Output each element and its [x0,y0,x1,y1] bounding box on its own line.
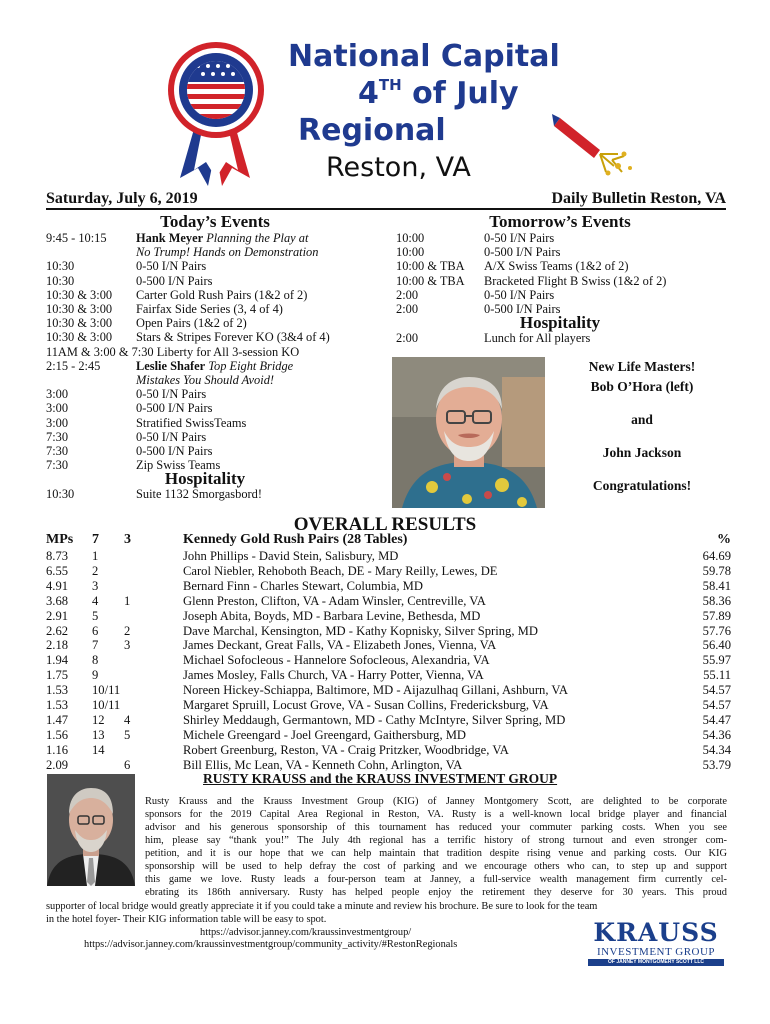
sponsor-url-2[interactable]: https://advisor.janney.com/kraussinvestmentgroup/community_activity/#RestonRegionals [84,939,458,950]
life-master-name-2: John Jackson [602,445,682,460]
logo-word: KRAUSS [593,918,719,947]
title-line-2: 4TH of July [358,76,519,111]
today-event-row [46,444,391,458]
rank-7-cell: 4 [92,593,99,608]
event-text: 0-500 I/N Pairs [136,401,213,416]
event-text: Carter Gold Rush Pairs (1&2 of 2) [136,287,308,302]
event-text: 0-500 I/N Pairs [136,273,213,288]
event-text: Bracketed Flight B Swiss (1&2 of 2) [484,273,667,288]
rank-3-cell: 6 [124,757,131,772]
today-event-row [46,330,391,344]
sponsor-line: Rusty Krauss and the Krauss Investment Group (KIG) of Janney Montgomery Scott, are delighted to be corporate [145,796,727,807]
pct-cell: 55.97 [702,653,731,668]
event-text: 0-50 I/N Pairs [136,259,207,274]
sponsor-line: this game we love. Rusty leads a four-person team at Janney, a full-service wealth management firm currently cel- [145,874,727,885]
event-time: 10:30 [46,259,75,274]
rank-7-cell: 1 [92,549,99,563]
bulletin-date: Saturday, July 6, 2019 [46,190,198,207]
tomorrow-event-row [396,245,726,259]
event-text: 11AM & 3:00 & 7:30 Liberty for All 3-session KO [46,344,300,359]
pct-cell: 56.40 [702,638,731,653]
event-text: Open Pairs (1&2 of 2) [136,316,247,331]
event-text: Stars & Stripes Forever KO (3&4 of 4) [136,330,330,345]
tomorrow-event-row [396,274,726,288]
bulletin-name: Daily Bulletin Reston, VA [551,190,726,207]
event-text: Fairfax Side Series (3, 4 of 4) [136,302,283,317]
col-7: 7 [92,532,99,547]
event-text: Stratified SwissTeams [136,415,247,430]
table-row [46,564,731,579]
today-hospitality-row: 10:30 Suite 1132 Smorgasbord! [46,487,262,501]
event-text: 0-50 I/N Pairs [136,387,207,402]
rank-3-cell: 1 [124,593,131,608]
speaker-name: Leslie Shafer [136,358,206,373]
sponsor-line: sponsorship will be used to help defray the cost of parking and we encourage others who can, to step up and support [145,861,727,872]
rank-3-cell: 4 [124,712,131,727]
sponsor-paragraph [145,795,727,899]
sponsor-line: advisor and his generous sponsorship of this tournament has reduced your commuter parking costs. When you see [145,822,727,833]
event-time: 10:30 & 3:00 [46,316,113,331]
event-time: 7:30 [46,458,69,473]
col-pct: % [717,532,731,547]
mp-cell: 1.47 [46,712,69,727]
event-time: 2:15 - 2:45 [46,358,101,373]
event-time: 10:00 [396,231,425,245]
event-text: 0-500 I/N Pairs [136,444,213,459]
rosette-badge [150,38,280,188]
rank-7-cell: 7 [92,638,99,653]
event-title: Kennedy Gold Rush Pairs (28 Tables) [183,532,408,547]
sponsor-heading: RUSTY KRAUSS and the KRAUSS INVESTMENT GROUP [203,771,558,786]
event-time: 9:45 - 10:15 [46,231,107,245]
pair-names-cell: Dave Marchal, Kensington, MD - Kathy Kopnisky, Silver Spring, MD [183,623,538,638]
event-time: 3:00 [46,415,69,430]
today-event-row [46,274,391,288]
event-time: 3:00 [46,401,69,416]
firework-rocket-icon [552,110,642,180]
talk-title: No Trump! Hands on Demonstration [136,245,319,260]
results-header-row [46,533,731,548]
today-event-row [46,387,391,401]
mp-cell: 1.53 [46,698,69,713]
event-time: 10:30 & 3:00 [46,287,113,302]
event-time: 10:30 & 3:00 [46,330,113,345]
results-heading: OVERALL RESULTS [293,514,477,535]
table-row [46,653,731,668]
rank-7-cell: 12 [92,712,105,727]
mp-cell: 2.91 [46,608,69,623]
event-text: 0-50 I/N Pairs [136,429,207,444]
today-hospitality-heading: Hospitality [164,469,246,488]
pct-cell: 54.57 [702,683,731,698]
table-row [46,594,731,609]
today-event-row [46,316,391,330]
sponsor-line: in the hotel foyer- Their KIG information table will be easy to spot. [46,914,327,925]
life-master-name-1: Bob O’Hora (left) [590,379,694,394]
today-events-list [46,231,391,472]
results-table [46,549,731,773]
table-row [46,683,731,698]
sponsor-photo [47,774,135,886]
rank-7-cell: 2 [92,563,99,578]
location: Reston, VA [326,152,471,183]
event-time: 10:00 & TBA [396,273,465,288]
today-event-row [46,430,391,444]
event-time: 10:00 [396,245,425,260]
rank-3-cell: 2 [124,623,131,638]
table-row [46,668,731,683]
pair-names-cell: Robert Greenburg, Reston, VA - Craig Pritzker, Woodbridge, VA [183,742,509,757]
event-text: Zip Swiss Teams [136,458,221,473]
pct-cell: 55.11 [703,668,731,683]
life-masters-note [560,358,724,494]
pct-cell: 54.36 [702,727,731,742]
rank-7-cell: 10/11 [92,683,121,698]
rank-7-cell: 14 [92,742,105,757]
today-event-row [46,245,391,259]
pct-cell: 53.79 [702,757,731,772]
event-time: 2:00 [396,287,419,302]
table-row [46,743,731,758]
rank-7-cell: 9 [92,668,99,683]
mp-cell: 1.94 [46,653,69,668]
sponsor-line: ebrating its 186th anniversary. Rusty has helped people enjoy the retirement they deserve for 30 years. This proud [145,887,727,898]
pair-names-cell: Margaret Spruill, Locust Grove, VA - Susan Collins, Fredericksburg, VA [183,698,549,713]
table-row [46,638,731,653]
pct-cell: 58.41 [702,578,731,593]
pct-cell: 54.57 [702,698,731,713]
sponsor-line: supporter of local bridge would greatly appreciate it if you could take a minute and review his brochure. Be sure to look for the team [46,901,598,912]
pair-names-cell: Glenn Preston, Clifton, VA - Adam Winsler, Centreville, VA [183,593,486,608]
logo-tag: OF JANNEY MONTGOMERY SCOTT LLC [588,959,724,966]
talk-title: Planning the Play at [203,231,309,245]
today-event-row [46,288,391,302]
title-line-3: Regional [298,113,446,148]
today-heading: Today’s Events [160,212,270,231]
table-row [46,713,731,728]
mp-cell: 2.09 [46,757,69,772]
pair-names-cell: Michael Sofocleous - Hannelore Sofocleous, Alexandria, VA [183,653,490,668]
tomorrow-events-list [396,231,726,316]
life-master-photo [392,357,545,508]
congratulations: Congratulations! [592,478,692,493]
logo-sub: INVESTMENT GROUP [596,946,716,958]
event-text: 0-50 I/N Pairs [484,287,555,302]
event-time: 10:30 & 3:00 [46,302,113,317]
pct-cell: 54.47 [702,712,731,727]
pct-cell: 64.69 [702,549,731,563]
sponsor-url-1[interactable]: https://advisor.janney.com/kraussinvestmentgroup/ [200,927,412,938]
table-row [46,624,731,639]
talk-title: Mistakes You Should Avoid! [136,373,275,388]
today-event-row [46,416,391,430]
event-time: 3:00 [46,387,69,402]
pair-names-cell: John Phillips - David Stein, Salisbury, MD [183,549,399,563]
today-event-row [46,401,391,415]
event-text: 0-500 I/N Pairs [484,302,561,317]
pair-names-cell: James Mosley, Falls Church, VA - Harry Potter, Vienna, VA [183,668,484,683]
rank-7-cell: 8 [92,653,99,668]
rank-7-cell: 10/11 [92,698,121,713]
event-text: 0-50 I/N Pairs [484,231,555,245]
divider [46,208,726,210]
rank-3-cell: 5 [124,727,131,742]
event-time: 10:00 & TBA [396,259,465,274]
event-time: 7:30 [46,444,69,459]
rank-7-cell: 5 [92,608,99,623]
sponsor-line: sponsors for the 2019 Capital Area Regional in Reston, VA. Rusty is a well-known local bridge player and financial [145,809,727,820]
talk-title: Top Eight Bridge [205,358,294,373]
table-row [46,698,731,713]
col-3: 3 [124,532,131,547]
event-text: A/X Swiss Teams (1&2 of 2) [484,259,629,274]
event-time: 7:30 [46,429,69,444]
event-time: 2:00 [396,302,419,317]
today-event-row [46,259,391,273]
event-text: 0-500 I/N Pairs [484,245,561,260]
rank-3-cell: 3 [124,638,131,653]
today-event-row [46,373,391,387]
krauss-logo [588,920,724,968]
mp-cell: 1.56 [46,727,69,742]
tomorrow-event-row [396,288,726,302]
today-event-row [46,345,391,359]
pair-names-cell: Shirley Meddaugh, Germantown, MD - Cathy McIntyre, Silver Spring, MD [183,712,566,727]
pair-names-cell: Noreen Hickey-Schiappa, Baltimore, MD - Aijazulhaq Gillani, Ashburn, VA [183,683,568,698]
mp-cell: 1.53 [46,683,69,698]
pair-names-cell: Bill Ellis, Mc Lean, VA - Kenneth Cohn, Arlington, VA [183,757,463,772]
mp-cell: 3.68 [46,593,69,608]
pair-names-cell: Joseph Abita, Boyds, MD - Barbara Levine, Bethesda, MD [183,608,481,623]
pair-names-cell: James Deckant, Great Falls, VA - Elizabeth Jones, Vienna, VA [183,638,497,653]
pair-names-cell: Bernard Finn - Charles Stewart, Columbia, MD [183,578,423,593]
col-mps: MPs [46,532,74,547]
today-event-row [46,302,391,316]
life-masters-and: and [631,412,653,427]
event-time: 10:30 [46,273,75,288]
table-row [46,549,731,564]
mp-cell: 2.18 [46,638,69,653]
today-event-row [46,359,391,373]
pct-cell: 54.34 [702,742,731,757]
table-row [46,728,731,743]
tomorrow-hospitality-row: 2:00 Lunch for All players [396,331,591,345]
mp-cell: 1.75 [46,668,69,683]
pct-cell: 57.89 [702,608,731,623]
pct-cell: 58.36 [702,593,731,608]
tomorrow-event-row [396,259,726,273]
pct-cell: 59.78 [702,563,731,578]
tomorrow-heading: Tomorrow’s Events [489,212,631,231]
mp-cell: 1.16 [46,742,69,757]
mp-cell: 4.91 [46,578,69,593]
tomorrow-hospitality-heading: Hospitality [519,313,601,332]
pair-names-cell: Carol Niebler, Rehoboth Beach, DE - Mary Reilly, Lewes, DE [183,563,498,578]
rank-7-cell: 6 [92,623,99,638]
sponsor-line: him, please say “thank you!” The July 4th regional has a terrific history of strong turnout and even stronger com- [145,835,727,846]
rank-7-cell: 13 [92,727,105,742]
mp-cell: 8.73 [46,549,69,563]
tomorrow-event-row [396,231,726,245]
pair-names-cell: Michele Greengard - Joel Greengard, Gaithersburg, MD [183,727,467,742]
table-row [46,609,731,624]
sponsor-line: petition, and it is our hope that we can help maintain that tradition despite rising venue and parking costs. Our KIG [145,848,727,859]
speaker-name: Hank Meyer [136,231,204,245]
rank-7-cell: 3 [92,578,99,593]
today-event-row [46,231,391,245]
mp-cell: 6.55 [46,563,69,578]
table-row [46,579,731,594]
mp-cell: 2.62 [46,623,69,638]
pct-cell: 57.76 [702,623,731,638]
life-masters-headline: New Life Masters! [588,359,696,374]
title-line-1: National Capital [288,39,560,74]
